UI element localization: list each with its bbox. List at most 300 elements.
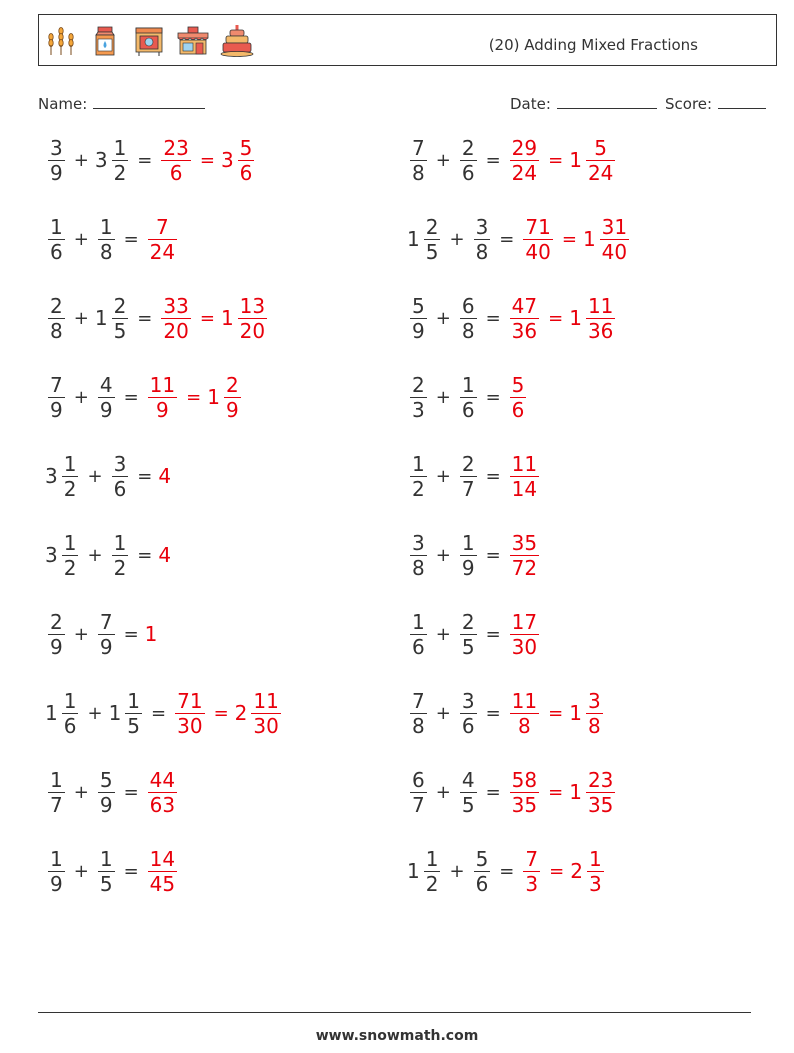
plus-sign: + — [73, 623, 89, 645]
fraction — [600, 215, 629, 264]
equals-sign: = — [548, 307, 564, 329]
fraction — [112, 294, 129, 343]
addend-2 — [109, 452, 132, 501]
score-blank — [718, 94, 766, 109]
numerator: 14 — [149, 846, 176, 871]
answer-fraction — [507, 768, 542, 817]
denominator: 9 — [50, 871, 63, 896]
numerator: 1 — [63, 530, 77, 555]
answer — [507, 531, 542, 580]
numerator: 13 — [239, 293, 266, 318]
addend-1 — [45, 610, 68, 659]
equals-sign: = — [499, 228, 515, 250]
numerator: 1 — [588, 846, 602, 871]
fraction — [112, 136, 129, 185]
denominator: 8 — [99, 239, 113, 264]
plus-sign: + — [87, 465, 103, 487]
denominator: 8 — [587, 713, 601, 738]
addend-2 — [95, 373, 118, 422]
denominator: 3 — [525, 871, 539, 896]
denominator: 7 — [412, 792, 425, 817]
answer-fraction — [507, 610, 542, 659]
answer-fraction — [520, 215, 555, 264]
fraction — [98, 847, 115, 896]
equals-sign: = — [485, 386, 501, 408]
score-label: Score: — [665, 95, 713, 113]
numerator: 58 — [511, 767, 538, 792]
denominator: 35 — [587, 792, 614, 817]
plus-sign: + — [73, 386, 89, 408]
denominator: 5 — [127, 713, 141, 738]
fraction — [460, 531, 477, 580]
numerator: 11 — [511, 451, 538, 476]
numerator: 3 — [113, 451, 127, 476]
numerator: 11 — [511, 688, 538, 713]
answer — [172, 689, 284, 738]
numerator: 7 — [412, 135, 425, 160]
addend-1 — [45, 531, 81, 580]
addend-1 — [45, 373, 68, 422]
numerator: 1 — [127, 688, 141, 713]
addend-2 — [95, 136, 131, 185]
plus-sign: + — [73, 781, 89, 803]
addend-2 — [95, 768, 118, 817]
fraction — [48, 373, 65, 422]
answer-mixed — [235, 689, 284, 738]
addend-2 — [95, 215, 118, 264]
problem-left-2 — [45, 204, 180, 274]
numerator: 2 — [50, 293, 63, 318]
equals-sign: = — [123, 386, 139, 408]
denominator: 36 — [587, 318, 614, 343]
fraction — [410, 531, 427, 580]
equals-sign: = — [123, 781, 139, 803]
addend-2 — [95, 294, 131, 343]
fraction — [251, 689, 280, 738]
plus-sign: + — [73, 860, 89, 882]
whole-number: 1 — [569, 780, 582, 804]
numerator: 33 — [163, 293, 189, 318]
denominator: 5 — [461, 792, 475, 817]
worksheet-title: (20) Adding Mixed Fractions — [488, 36, 698, 54]
fraction — [48, 294, 65, 343]
denominator: 6 — [169, 160, 183, 185]
denominator: 9 — [225, 397, 239, 422]
answer-mixed — [569, 294, 618, 343]
fraction — [586, 768, 615, 817]
answer-fraction — [507, 136, 542, 185]
whole-number: 1 — [94, 306, 108, 330]
numerator: 2 — [461, 451, 475, 476]
fraction — [224, 373, 241, 422]
addend-2 — [457, 531, 480, 580]
denominator: 6 — [461, 397, 475, 422]
denominator: 5 — [99, 871, 113, 896]
numerator: 3 — [587, 688, 601, 713]
problem-left-5 — [45, 441, 172, 511]
fraction — [410, 294, 427, 343]
plus-sign: + — [87, 702, 103, 724]
fraction — [460, 610, 477, 659]
answer-mixed — [207, 373, 243, 422]
plus-sign: + — [435, 307, 451, 329]
numerator: 1 — [412, 609, 425, 634]
numerator: 47 — [511, 293, 538, 318]
addend-2 — [95, 847, 118, 896]
whole-number: 2 — [570, 859, 583, 883]
fraction — [62, 689, 79, 738]
denominator: 9 — [99, 792, 113, 817]
whole-number: 1 — [407, 859, 420, 883]
fraction — [510, 452, 539, 501]
denominator: 6 — [461, 160, 475, 185]
denominator: 30 — [511, 634, 538, 659]
addend-2 — [109, 531, 132, 580]
addend-1 — [45, 689, 81, 738]
addend-1 — [45, 294, 68, 343]
whole-number: 1 — [45, 701, 58, 725]
denominator: 30 — [253, 713, 279, 738]
score-field — [665, 94, 766, 113]
numerator: 1 — [50, 214, 63, 239]
equals-sign: = — [151, 702, 167, 724]
denominator: 6 — [239, 160, 253, 185]
denominator: 9 — [461, 555, 475, 580]
answer-fraction — [172, 689, 207, 738]
equals-sign: = — [123, 623, 139, 645]
numerator: 2 — [225, 372, 239, 397]
numerator: 11 — [587, 293, 614, 318]
numerator: 5 — [475, 846, 489, 871]
fraction — [98, 215, 115, 264]
addend-1 — [45, 847, 68, 896]
denominator: 2 — [113, 555, 127, 580]
fraction — [410, 768, 427, 817]
numerator: 1 — [113, 135, 127, 160]
numerator: 31 — [601, 214, 628, 239]
date-field — [510, 94, 657, 113]
fraction — [112, 531, 129, 580]
equals-sign: = — [485, 307, 501, 329]
numerator: 5 — [511, 372, 525, 397]
answer-fraction — [507, 531, 542, 580]
numerator: 71 — [525, 214, 551, 239]
problem-right-6 — [407, 520, 542, 590]
footer-divider — [38, 1012, 751, 1013]
denominator: 63 — [149, 792, 176, 817]
denominator: 8 — [475, 239, 489, 264]
addend-2 — [95, 610, 118, 659]
answer — [158, 543, 172, 567]
addend-1 — [407, 531, 430, 580]
numerator: 4 — [461, 767, 475, 792]
whole-number: 1 — [582, 227, 596, 251]
denominator: 72 — [511, 555, 538, 580]
problem-left-8 — [45, 678, 284, 748]
equals-sign: = — [485, 702, 501, 724]
fraction — [48, 136, 65, 185]
addend-1 — [407, 136, 430, 185]
answer — [158, 464, 172, 488]
numerator: 1 — [461, 530, 475, 555]
fraction — [125, 689, 142, 738]
wheat-icon — [43, 23, 79, 59]
fraction — [238, 136, 255, 185]
problem-right-5 — [407, 441, 542, 511]
answer-fraction — [145, 622, 159, 646]
denominator: 6 — [50, 239, 63, 264]
fraction — [586, 294, 615, 343]
fraction — [148, 768, 177, 817]
whole-number: 3 — [45, 543, 58, 567]
answer-fraction — [158, 136, 193, 185]
denominator: 2 — [412, 476, 425, 501]
plus-sign: + — [73, 228, 89, 250]
answer-fraction — [145, 215, 180, 264]
whole-number: 1 — [407, 227, 420, 251]
numerator: 2 — [50, 609, 63, 634]
denominator: 9 — [50, 397, 63, 422]
answer — [507, 768, 619, 817]
numerator: 3 — [412, 530, 425, 555]
problem-left-7 — [45, 599, 158, 669]
whole-number: 1 — [220, 306, 234, 330]
equals-sign: = — [186, 386, 202, 408]
problem-left-9 — [45, 757, 180, 827]
addend-2 — [457, 610, 480, 659]
answer-mixed — [221, 294, 270, 343]
numerator: 35 — [511, 530, 538, 555]
denominator: 9 — [50, 160, 63, 185]
fraction — [410, 689, 427, 738]
fraction — [474, 847, 491, 896]
numerator: 1 — [461, 372, 475, 397]
whole-number: 3 — [94, 148, 108, 172]
fraction — [148, 847, 177, 896]
denominator: 8 — [412, 555, 425, 580]
problem-right-4 — [407, 362, 529, 432]
equals-sign: = — [548, 781, 564, 803]
fraction — [98, 373, 115, 422]
numerator: 1 — [99, 846, 113, 871]
fraction — [238, 294, 267, 343]
numerator: 2 — [461, 135, 475, 160]
denominator: 8 — [461, 318, 475, 343]
date-label: Date: — [510, 95, 551, 113]
denominator: 40 — [601, 239, 628, 264]
denominator: 9 — [412, 318, 425, 343]
problem-left-1 — [45, 125, 257, 195]
numerator: 5 — [594, 135, 608, 160]
numerator: 71 — [177, 688, 203, 713]
denominator: 6 — [475, 871, 489, 896]
addend-2 — [471, 215, 494, 264]
equals-sign: = — [213, 702, 229, 724]
denominator: 35 — [511, 792, 538, 817]
denominator: 8 — [412, 160, 425, 185]
denominator: 3 — [412, 397, 425, 422]
answer — [145, 215, 180, 264]
equals-sign: = — [137, 307, 153, 329]
whole-number: 1 — [569, 701, 582, 725]
numerator: 7 — [156, 214, 169, 239]
answer-mixed — [583, 215, 632, 264]
whole-number: 1 — [207, 385, 220, 409]
worksheet-header — [38, 14, 777, 66]
name-label: Name: — [38, 95, 88, 113]
denominator: 45 — [149, 871, 176, 896]
numerator: 6 — [461, 293, 475, 318]
fraction — [424, 847, 441, 896]
denominator: 24 — [587, 160, 614, 185]
equals-sign: = — [199, 307, 215, 329]
numerator: 5 — [412, 293, 425, 318]
denominator: 20 — [239, 318, 266, 343]
denominator: 24 — [149, 239, 176, 264]
milk-carton-icon — [87, 23, 123, 59]
whole-number: 2 — [234, 701, 248, 725]
addend-1 — [45, 452, 81, 501]
numerator: 11 — [149, 372, 176, 397]
numerator: 1 — [50, 767, 63, 792]
problem-right-8 — [407, 678, 606, 748]
answer-mixed — [569, 136, 618, 185]
plus-sign: + — [73, 307, 89, 329]
denominator: 6 — [511, 397, 525, 422]
denominator: 14 — [511, 476, 538, 501]
plus-sign: + — [449, 228, 465, 250]
answer — [145, 373, 244, 422]
fraction — [510, 610, 539, 659]
addend-2 — [457, 373, 480, 422]
denominator: 8 — [412, 713, 425, 738]
denominator: 2 — [63, 555, 77, 580]
fraction — [112, 452, 129, 501]
denominator: 7 — [50, 792, 63, 817]
denominator: 2 — [113, 160, 127, 185]
fraction — [161, 294, 190, 343]
plus-sign: + — [435, 149, 451, 171]
answer — [507, 136, 619, 185]
problem-left-4 — [45, 362, 244, 432]
answer-fraction — [507, 373, 530, 422]
equals-sign: = — [485, 623, 501, 645]
equals-sign: = — [137, 149, 153, 171]
addend-1 — [407, 610, 430, 659]
fraction — [510, 136, 539, 185]
addend-1 — [45, 136, 68, 185]
fraction — [62, 452, 79, 501]
numerator: 11 — [253, 688, 279, 713]
addend-2 — [457, 136, 480, 185]
numerator: 7 — [50, 372, 63, 397]
numerator: 1 — [63, 688, 77, 713]
answer — [507, 452, 542, 501]
problem-right-3 — [407, 283, 618, 353]
plus-sign: + — [449, 860, 465, 882]
addend-2 — [457, 768, 480, 817]
equals-sign: = — [548, 702, 564, 724]
fraction — [410, 373, 427, 422]
whole-number: 1 — [108, 701, 122, 725]
denominator: 5 — [425, 239, 439, 264]
answer-fraction — [158, 543, 172, 567]
problem-right-9 — [407, 757, 618, 827]
answer — [145, 622, 159, 646]
fraction — [48, 610, 65, 659]
addend-2 — [457, 294, 480, 343]
equals-sign: = — [123, 860, 139, 882]
denominator: 20 — [163, 318, 189, 343]
answer-fraction — [145, 847, 180, 896]
denominator: 7 — [461, 476, 475, 501]
whole-number: 4 — [158, 464, 172, 488]
numerator: 1 — [412, 451, 425, 476]
numerator: 17 — [511, 609, 538, 634]
numerator: 6 — [412, 767, 425, 792]
numerator: 1 — [99, 214, 113, 239]
plus-sign: + — [73, 149, 89, 171]
whole-number: 3 — [45, 464, 58, 488]
numerator: 7 — [525, 846, 539, 871]
addend-1 — [407, 847, 443, 896]
numerator: 1 — [425, 846, 439, 871]
whole-number: 1 — [569, 148, 582, 172]
fraction — [474, 215, 491, 264]
answer-fraction — [507, 452, 542, 501]
fraction — [175, 689, 204, 738]
numerator: 4 — [99, 372, 113, 397]
fraction — [148, 373, 177, 422]
equals-sign: = — [485, 149, 501, 171]
denominator: 2 — [425, 871, 439, 896]
equals-sign: = — [199, 149, 215, 171]
oven-icon — [131, 23, 167, 59]
answer-mixed — [569, 768, 618, 817]
addend-1 — [45, 768, 68, 817]
answer-fraction — [507, 689, 542, 738]
fraction — [410, 610, 427, 659]
fraction — [460, 452, 477, 501]
answer-mixed — [570, 847, 606, 896]
fraction — [460, 689, 477, 738]
problem-right-7 — [407, 599, 542, 669]
answer — [145, 847, 180, 896]
plus-sign: + — [435, 544, 451, 566]
addend-2 — [457, 689, 480, 738]
equals-sign: = — [561, 228, 577, 250]
answer — [507, 373, 530, 422]
problem-left-6 — [45, 520, 172, 590]
denominator: 6 — [461, 713, 475, 738]
answer-mixed — [569, 689, 605, 738]
addend-1 — [407, 452, 430, 501]
plus-sign: + — [435, 386, 451, 408]
numerator: 1 — [63, 451, 77, 476]
denominator: 5 — [461, 634, 475, 659]
addend-1 — [407, 294, 430, 343]
numerator: 44 — [149, 767, 176, 792]
name-blank — [93, 94, 205, 109]
fraction — [510, 689, 539, 738]
numerator: 7 — [412, 688, 425, 713]
answer — [158, 294, 270, 343]
equals-sign: = — [499, 860, 515, 882]
answer — [158, 136, 257, 185]
answer — [507, 610, 542, 659]
shop-icon — [175, 23, 211, 59]
denominator: 9 — [156, 397, 169, 422]
